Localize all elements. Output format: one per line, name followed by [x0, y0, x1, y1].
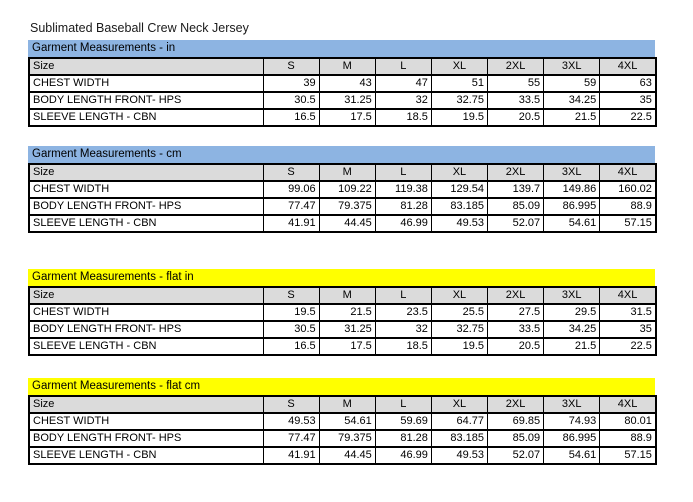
column-header-4xl[interactable]: 4XL — [600, 287, 656, 304]
column-header-m[interactable]: M — [319, 58, 375, 75]
measurement-cell[interactable]: 49.53 — [263, 413, 319, 430]
measurement-cell[interactable]: 19.5 — [431, 109, 487, 126]
measurement-cell[interactable]: 46.99 — [375, 447, 431, 464]
measurement-cell[interactable]: 39 — [263, 75, 319, 92]
measurement-cell[interactable]: 77.47 — [263, 430, 319, 447]
column-header-s[interactable]: S — [263, 396, 319, 413]
measurement-cell[interactable]: 88.9 — [600, 430, 656, 447]
measurement-cell[interactable]: 35 — [600, 92, 656, 109]
measurement-cell[interactable]: 23.5 — [375, 304, 431, 321]
table-row-body-length — [29, 198, 656, 215]
table-title-banner[interactable]: Garment Measurements - flat cm — [28, 378, 655, 395]
column-header-4xl[interactable]: 4XL — [600, 396, 656, 413]
measurement-cell[interactable]: 43 — [319, 75, 375, 92]
measurement-cell[interactable]: 31.5 — [600, 304, 656, 321]
measurement-cell[interactable]: 81.28 — [375, 198, 431, 215]
measurement-cell[interactable]: 19.5 — [431, 338, 487, 355]
row-label[interactable]: SLEEVE LENGTH - CBN — [29, 109, 263, 126]
column-header-3xl[interactable]: 3XL — [544, 164, 600, 181]
measurement-cell[interactable]: 57.15 — [600, 215, 656, 232]
measurement-cell[interactable]: 109.22 — [319, 181, 375, 198]
table-header-row — [29, 164, 656, 181]
measurement-cell[interactable]: 17.5 — [319, 338, 375, 355]
measurements-table-in — [28, 57, 657, 127]
measurement-cell[interactable]: 77.47 — [263, 198, 319, 215]
row-label[interactable]: SLEEVE LENGTH - CBN — [29, 447, 263, 464]
table-row-sleeve-length — [29, 447, 656, 464]
measurement-cell[interactable]: 18.5 — [375, 109, 431, 126]
measurement-cell[interactable]: 57.15 — [600, 447, 656, 464]
measurement-cell[interactable]: 20.5 — [488, 338, 544, 355]
column-header-3xl[interactable]: 3XL — [544, 396, 600, 413]
column-header-2xl[interactable]: 2XL — [488, 164, 544, 181]
column-header-4xl[interactable]: 4XL — [600, 58, 656, 75]
column-header-2xl[interactable]: 2XL — [488, 396, 544, 413]
measurement-cell[interactable]: 32 — [375, 321, 431, 338]
measurement-cell[interactable]: 86.995 — [544, 198, 600, 215]
table-title-banner[interactable]: Garment Measurements - cm — [28, 146, 655, 163]
measurement-cell[interactable]: 33.5 — [488, 92, 544, 109]
measurements-table-flat-cm — [28, 395, 657, 465]
measurement-cell[interactable]: 22.5 — [600, 109, 656, 126]
measurement-cell[interactable]: 41.91 — [263, 215, 319, 232]
column-header-size[interactable]: Size — [29, 164, 263, 181]
table-row-chest-width — [29, 413, 656, 430]
measurement-cell[interactable]: 83.185 — [431, 198, 487, 215]
measurement-cell[interactable]: 25.5 — [431, 304, 487, 321]
table-row-chest-width — [29, 75, 656, 92]
column-header-s[interactable]: S — [263, 58, 319, 75]
column-header-4xl[interactable]: 4XL — [600, 164, 656, 181]
column-header-m[interactable]: M — [319, 164, 375, 181]
measurement-cell[interactable]: 18.5 — [375, 338, 431, 355]
measurement-cell[interactable]: 49.53 — [431, 447, 487, 464]
measurement-cell[interactable]: 21.5 — [544, 338, 600, 355]
column-header-3xl[interactable]: 3XL — [544, 58, 600, 75]
measurement-cell[interactable]: 17.5 — [319, 109, 375, 126]
measurements-table-flat-in — [28, 286, 657, 356]
measurement-cell[interactable]: 160.02 — [600, 181, 656, 198]
column-header-size[interactable]: Size — [29, 396, 263, 413]
measurement-cell[interactable]: 32.75 — [431, 92, 487, 109]
column-header-l[interactable]: L — [375, 396, 431, 413]
column-header-m[interactable]: M — [319, 396, 375, 413]
measurements-table-cm — [28, 163, 657, 233]
column-header-l[interactable]: L — [375, 164, 431, 181]
measurements-section-in — [28, 40, 655, 127]
table-row-body-length — [29, 321, 656, 338]
column-header-m[interactable]: M — [319, 287, 375, 304]
row-label[interactable]: CHEST WIDTH — [29, 181, 263, 198]
measurement-cell[interactable]: 32 — [375, 92, 431, 109]
measurement-cell[interactable]: 31.25 — [319, 92, 375, 109]
column-header-xl[interactable]: XL — [431, 396, 487, 413]
table-header-row — [29, 58, 656, 75]
measurement-cell[interactable]: 59.69 — [375, 413, 431, 430]
column-header-l[interactable]: L — [375, 287, 431, 304]
column-header-s[interactable]: S — [263, 164, 319, 181]
measurement-cell[interactable]: 79.375 — [319, 198, 375, 215]
column-header-2xl[interactable]: 2XL — [488, 287, 544, 304]
measurement-cell[interactable]: 81.28 — [375, 430, 431, 447]
measurements-section-cm — [28, 146, 655, 233]
measurement-cell[interactable]: 129.54 — [431, 181, 487, 198]
measurement-cell[interactable]: 34.25 — [544, 321, 600, 338]
measurement-cell[interactable]: 80.01 — [600, 413, 656, 430]
measurement-cell[interactable]: 79.375 — [319, 430, 375, 447]
measurement-cell[interactable]: 21.5 — [544, 109, 600, 126]
row-label[interactable]: SLEEVE LENGTH - CBN — [29, 338, 263, 355]
measurement-cell[interactable]: 34.25 — [544, 92, 600, 109]
measurement-cell[interactable]: 52.07 — [488, 447, 544, 464]
measurement-cell[interactable]: 20.5 — [488, 109, 544, 126]
measurement-cell[interactable]: 49.53 — [431, 215, 487, 232]
measurement-cell[interactable]: 51 — [431, 75, 487, 92]
row-label[interactable]: CHEST WIDTH — [29, 75, 263, 92]
measurement-cell[interactable]: 69.85 — [488, 413, 544, 430]
table-row-sleeve-length — [29, 338, 656, 355]
column-header-l[interactable]: L — [375, 58, 431, 75]
page-title: Sublimated Baseball Crew Neck Jersey — [30, 21, 249, 35]
measurements-section-flat-cm — [28, 378, 655, 465]
measurement-cell[interactable]: 22.5 — [600, 338, 656, 355]
table-row-body-length — [29, 92, 656, 109]
measurement-cell[interactable]: 33.5 — [488, 321, 544, 338]
measurement-cell[interactable]: 46.99 — [375, 215, 431, 232]
measurement-cell[interactable]: 85.09 — [488, 198, 544, 215]
measurement-cell[interactable]: 19.5 — [263, 304, 319, 321]
table-row-sleeve-length — [29, 109, 656, 126]
measurement-cell[interactable]: 139.7 — [488, 181, 544, 198]
measurement-cell[interactable]: 64.77 — [431, 413, 487, 430]
measurement-cell[interactable]: 44.45 — [319, 447, 375, 464]
measurement-cell[interactable]: 55 — [488, 75, 544, 92]
column-header-size[interactable]: Size — [29, 58, 263, 75]
table-header-row — [29, 396, 656, 413]
column-header-2xl[interactable]: 2XL — [488, 58, 544, 75]
measurements-section-flat-in — [28, 269, 655, 356]
row-label[interactable]: BODY LENGTH FRONT- HPS — [29, 92, 263, 109]
measurement-cell[interactable]: 30.5 — [263, 92, 319, 109]
measurement-cell[interactable]: 63 — [600, 75, 656, 92]
measurement-cell[interactable]: 44.45 — [319, 215, 375, 232]
table-row-chest-width — [29, 181, 656, 198]
measurement-cell[interactable]: 47 — [375, 75, 431, 92]
row-label[interactable]: BODY LENGTH FRONT- HPS — [29, 198, 263, 215]
table-row-body-length — [29, 430, 656, 447]
measurement-cell[interactable]: 54.61 — [544, 215, 600, 232]
measurement-cell[interactable]: 16.5 — [263, 109, 319, 126]
column-header-s[interactable]: S — [263, 287, 319, 304]
measurement-cell[interactable]: 52.07 — [488, 215, 544, 232]
column-header-xl[interactable]: XL — [431, 58, 487, 75]
measurement-cell[interactable]: 21.5 — [319, 304, 375, 321]
measurement-cell[interactable]: 88.9 — [600, 198, 656, 215]
measurement-cell[interactable]: 27.5 — [488, 304, 544, 321]
row-label[interactable]: SLEEVE LENGTH - CBN — [29, 215, 263, 232]
measurement-cell[interactable]: 30.5 — [263, 321, 319, 338]
table-header-row — [29, 287, 656, 304]
table-title-banner[interactable]: Garment Measurements - flat in — [28, 269, 655, 286]
row-label[interactable]: BODY LENGTH FRONT- HPS — [29, 430, 263, 447]
measurement-cell[interactable]: 35 — [600, 321, 656, 338]
column-header-size[interactable]: Size — [29, 287, 263, 304]
row-label[interactable]: BODY LENGTH FRONT- HPS — [29, 321, 263, 338]
table-row-sleeve-length — [29, 215, 656, 232]
measurement-cell[interactable]: 31.25 — [319, 321, 375, 338]
measurement-cell[interactable]: 99.06 — [263, 181, 319, 198]
measurement-cell[interactable]: 149.86 — [544, 181, 600, 198]
row-label[interactable]: CHEST WIDTH — [29, 413, 263, 430]
column-header-3xl[interactable]: 3XL — [544, 287, 600, 304]
measurement-cell[interactable]: 86.995 — [544, 430, 600, 447]
table-row-chest-width — [29, 304, 656, 321]
measurement-cell[interactable]: 83.185 — [431, 430, 487, 447]
measurement-cell[interactable]: 119.38 — [375, 181, 431, 198]
measurement-cell[interactable]: 85.09 — [488, 430, 544, 447]
column-header-xl[interactable]: XL — [431, 287, 487, 304]
measurement-cell[interactable]: 59 — [544, 75, 600, 92]
measurement-cell[interactable]: 74.93 — [544, 413, 600, 430]
measurement-cell[interactable]: 41.91 — [263, 447, 319, 464]
table-title-banner[interactable]: Garment Measurements - in — [28, 40, 655, 57]
row-label[interactable]: CHEST WIDTH — [29, 304, 263, 321]
measurement-cell[interactable]: 54.61 — [319, 413, 375, 430]
measurement-cell[interactable]: 16.5 — [263, 338, 319, 355]
measurement-cell[interactable]: 32.75 — [431, 321, 487, 338]
measurement-cell[interactable]: 54.61 — [544, 447, 600, 464]
column-header-xl[interactable]: XL — [431, 164, 487, 181]
measurement-cell[interactable]: 29.5 — [544, 304, 600, 321]
